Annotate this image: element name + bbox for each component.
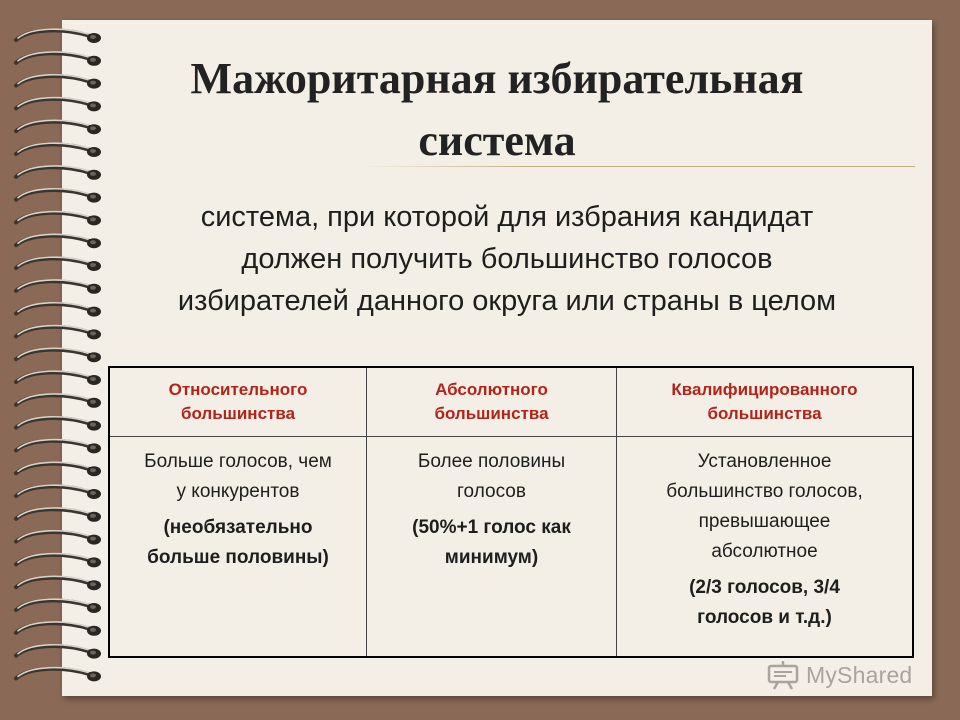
header-absolute-majority — [367, 368, 617, 436]
spiral-ring — [16, 303, 101, 317]
cell-text: большинство голосов, — [666, 481, 863, 502]
page-title — [62, 48, 932, 172]
spiral-ring — [16, 280, 101, 294]
spiral-ring — [16, 576, 101, 590]
header-line: большинства — [180, 404, 296, 423]
spiral-ring — [16, 485, 101, 499]
watermark-text: MyShared — [806, 661, 913, 688]
cell-absolute-majority — [367, 437, 617, 656]
cell-text: Больше голосов, чем — [144, 451, 332, 472]
spiral-ring — [16, 462, 101, 476]
header-line: большинства — [434, 404, 549, 423]
cell-note: голосов и т.д.) — [697, 607, 832, 628]
title-line-2: система — [418, 116, 576, 165]
spiral-ring — [16, 417, 101, 431]
spiral-ring — [16, 257, 101, 271]
spiral-ring — [16, 189, 101, 203]
spiral-ring — [16, 29, 101, 43]
header-relative-majority — [110, 368, 367, 436]
cell-text: Более половины — [417, 451, 566, 472]
cell-note: (необязательно — [163, 517, 313, 538]
definition-text — [112, 196, 902, 322]
spiral-ring — [16, 371, 101, 385]
cell-text: абсолютное — [711, 541, 818, 562]
spiral-ring — [16, 234, 101, 248]
cell-note: (2/3 голосов, 3/4 — [689, 577, 840, 598]
header-line: Квалифицированного — [671, 380, 858, 399]
cell-note: (50%+1 голос как — [412, 517, 571, 538]
cell-text: Установленное — [697, 451, 832, 472]
spiral-ring — [16, 394, 101, 408]
spiral-ring — [16, 212, 101, 226]
spiral-ring — [16, 440, 101, 454]
cell-text: голосов — [457, 481, 526, 502]
cell-text: у конкурентов — [176, 481, 300, 502]
title-divider — [360, 166, 915, 167]
cell-relative-majority — [110, 437, 367, 656]
majority-types-table — [108, 366, 914, 658]
header-line: Абсолютного — [435, 380, 548, 399]
spiral-ring — [16, 531, 101, 545]
watermark — [766, 658, 936, 692]
header-line: большинства — [707, 404, 822, 423]
header-line: Относительного — [168, 380, 308, 399]
cell-qualified-majority — [617, 437, 912, 656]
spiral-ring — [16, 599, 101, 613]
header-qualified-majority — [617, 368, 912, 436]
cell-note: больше половины) — [147, 547, 329, 568]
definition-line-2: должен получить большинство голосов — [241, 243, 773, 275]
spiral-ring — [16, 554, 101, 568]
spiral-ring — [16, 508, 101, 522]
spiral-ring — [16, 645, 101, 659]
projector-icon — [766, 660, 800, 690]
cell-note: минимум) — [444, 547, 539, 568]
definition-line-3: избирателей данного округа или страны в целом — [177, 285, 837, 317]
spiral-ring — [16, 348, 101, 362]
spiral-ring — [16, 622, 101, 636]
cell-text: превышающее — [698, 511, 831, 532]
spiral-ring — [16, 668, 101, 682]
definition-line-1: система, при которой для избрания кандидат — [200, 201, 814, 233]
spiral-ring — [16, 326, 101, 340]
table-header-row — [110, 368, 912, 437]
table-row — [110, 437, 912, 656]
title-line-1: Мажоритарная избирательная — [190, 54, 804, 103]
